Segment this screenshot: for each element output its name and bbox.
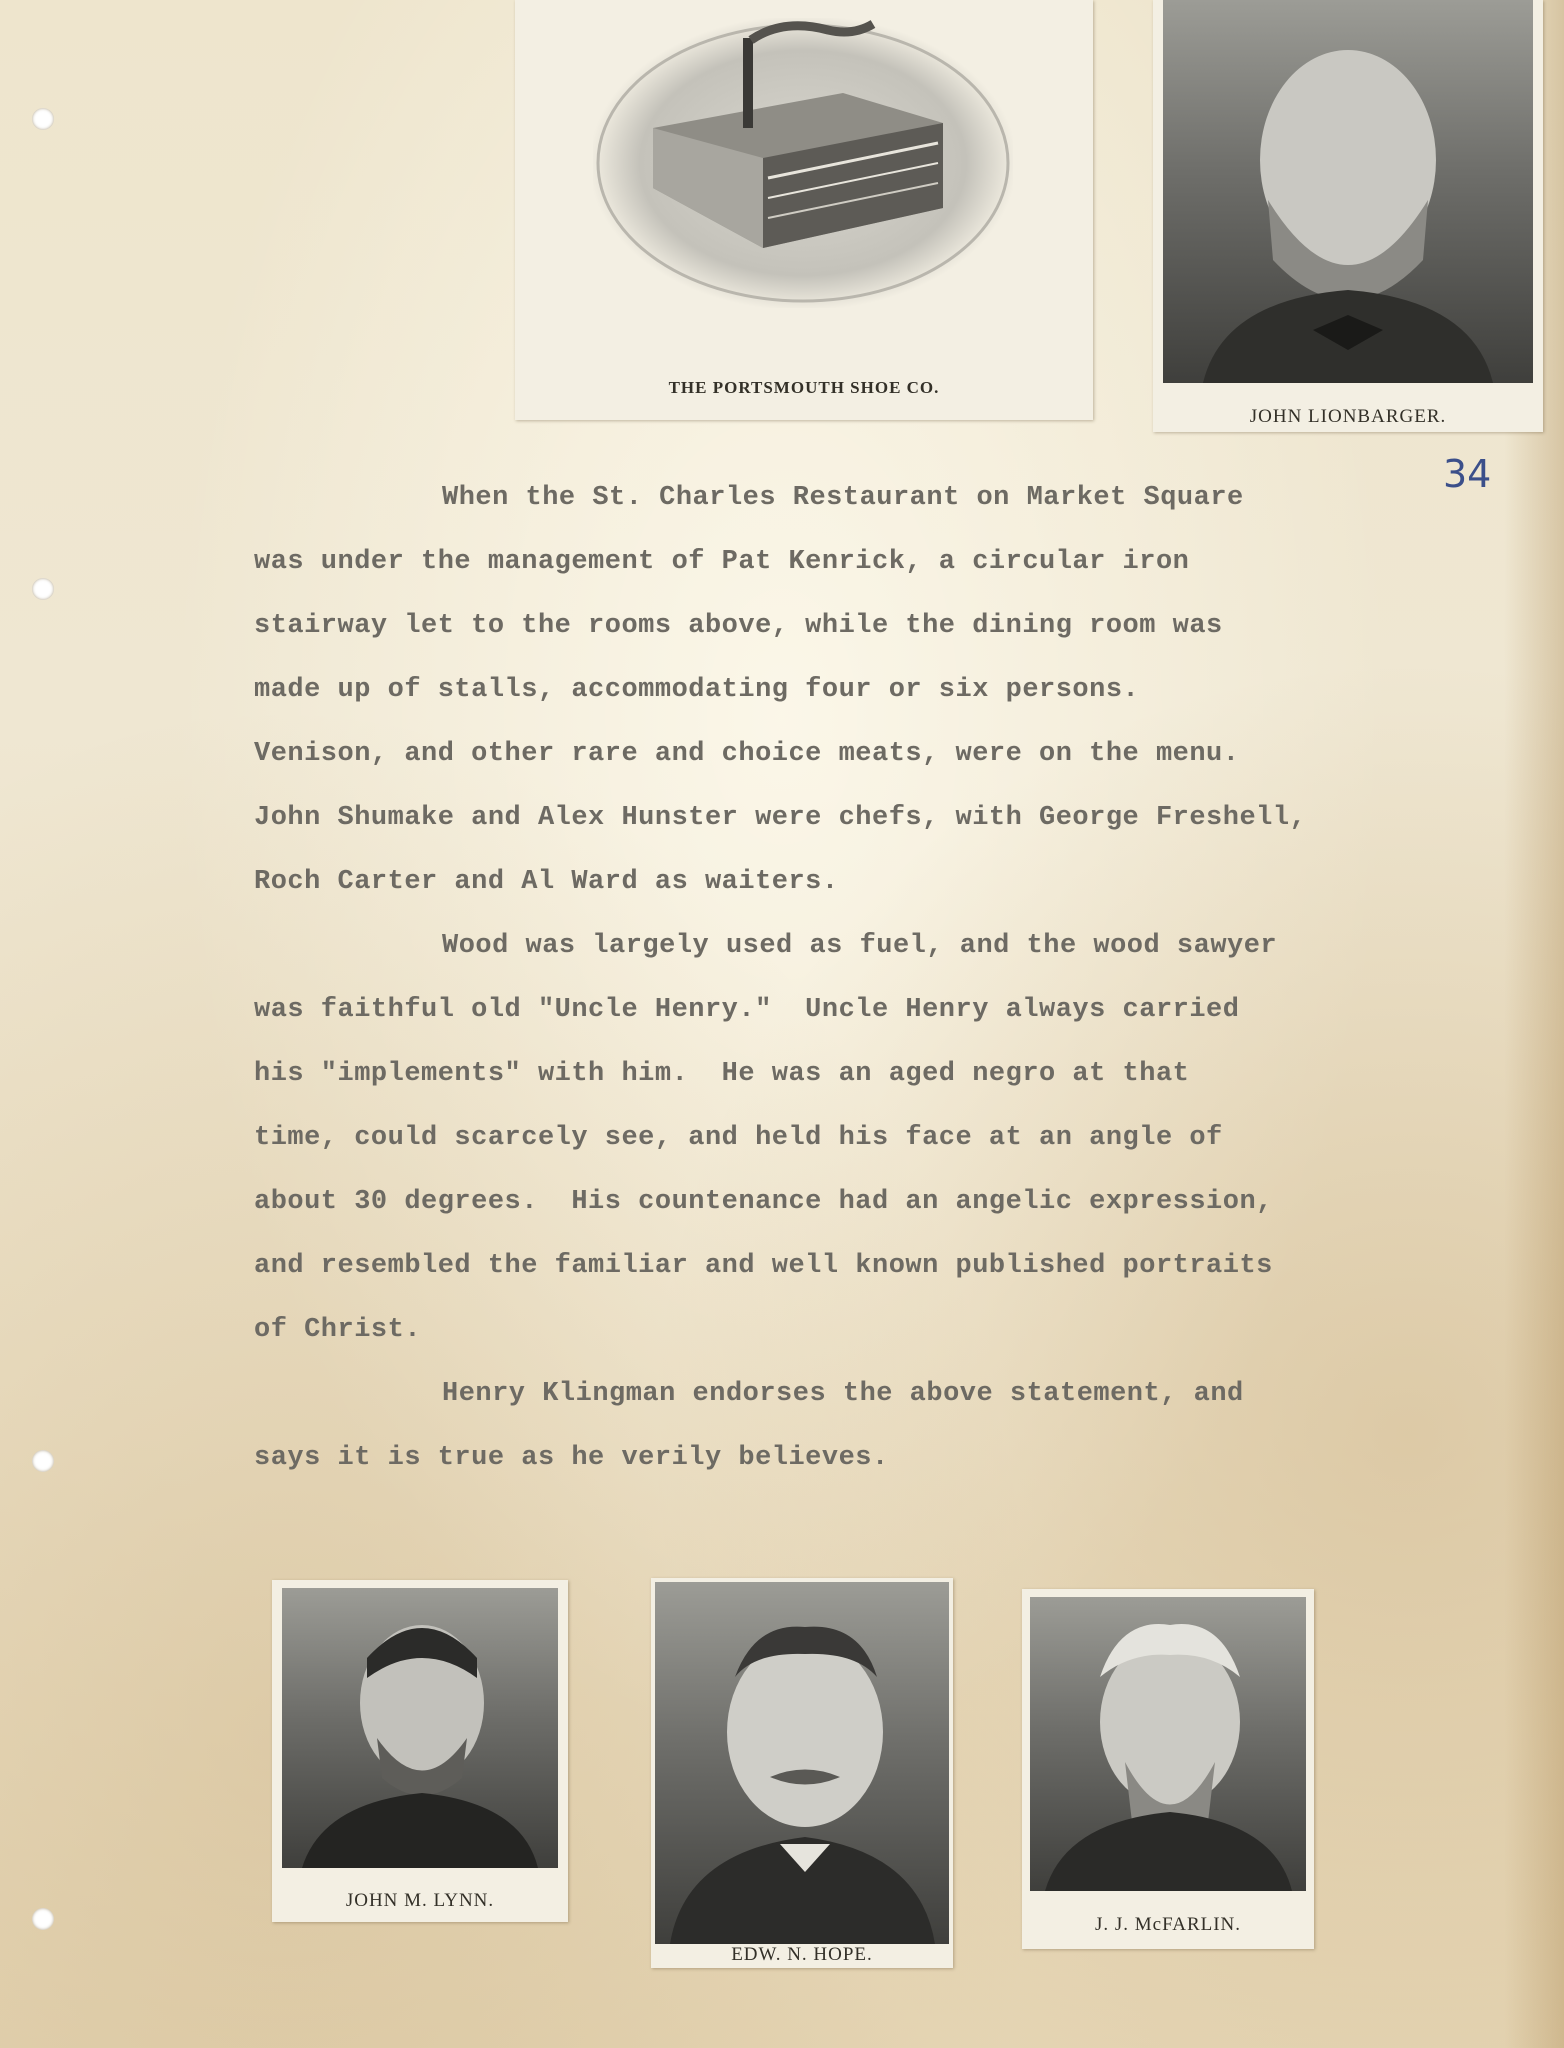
text-line: time, could scarcely see, and held his face at an angle of xyxy=(254,1123,1223,1153)
text-line: was faithful old "Uncle Henry." Uncle Henry always carried xyxy=(254,995,1240,1025)
caption-lionbarger: JOHN LIONBARGER. xyxy=(1249,406,1447,427)
caption-hope: EDW. N. HOPE. xyxy=(731,1944,873,1965)
text-line: says it is true as he verily believes. xyxy=(254,1443,889,1473)
text-line: Roch Carter and Al Ward as waiters. xyxy=(254,867,839,897)
text-line: and resembled the familiar and well known published portraits xyxy=(254,1251,1273,1281)
portrait-lynn xyxy=(282,1588,558,1868)
text-line: of Christ. xyxy=(254,1315,422,1345)
text-line: Henry Klingman endorses the above statement, and xyxy=(442,1379,1244,1409)
caption-mcfarlin: J. J. McFARLIN. xyxy=(1094,1914,1242,1935)
text-line: made up of stalls, accommodating four or six persons. xyxy=(254,675,1140,705)
text-line: When the St. Charles Restaurant on Market Square xyxy=(442,483,1244,513)
caption-shoe-company: THE PORTSMOUTH SHOE CO. xyxy=(668,378,940,397)
text-line: Wood was largely used as fuel, and the wood sawyer xyxy=(442,931,1278,961)
text-line: stairway let to the rooms above, while the dining room was xyxy=(254,611,1223,641)
portrait-figure xyxy=(1030,1597,1306,1891)
clipping-mcfarlin xyxy=(1022,1589,1314,1949)
text-line: Venison, and other rare and choice meats, were on the menu. xyxy=(254,739,1240,769)
clipping-lynn xyxy=(272,1580,568,1922)
portrait-hope xyxy=(655,1582,949,1944)
text-line: John Shumake and Alex Hunster were chefs, with George Freshell, xyxy=(254,803,1307,833)
text-line: his "implements" with him. He was an aged negro at that xyxy=(254,1059,1190,1089)
portrait-mcfarlin xyxy=(1030,1597,1306,1891)
clipping-hope xyxy=(651,1578,953,1968)
portrait-figure xyxy=(655,1582,949,1944)
caption-lynn: JOHN M. LYNN. xyxy=(345,1890,495,1911)
text-line: was under the management of Pat Kenrick, a circular iron xyxy=(254,547,1190,577)
page-number: 34 xyxy=(1443,452,1492,496)
portrait-figure xyxy=(282,1588,558,1868)
text-line: about 30 degrees. His countenance had an angelic expression, xyxy=(254,1187,1273,1217)
